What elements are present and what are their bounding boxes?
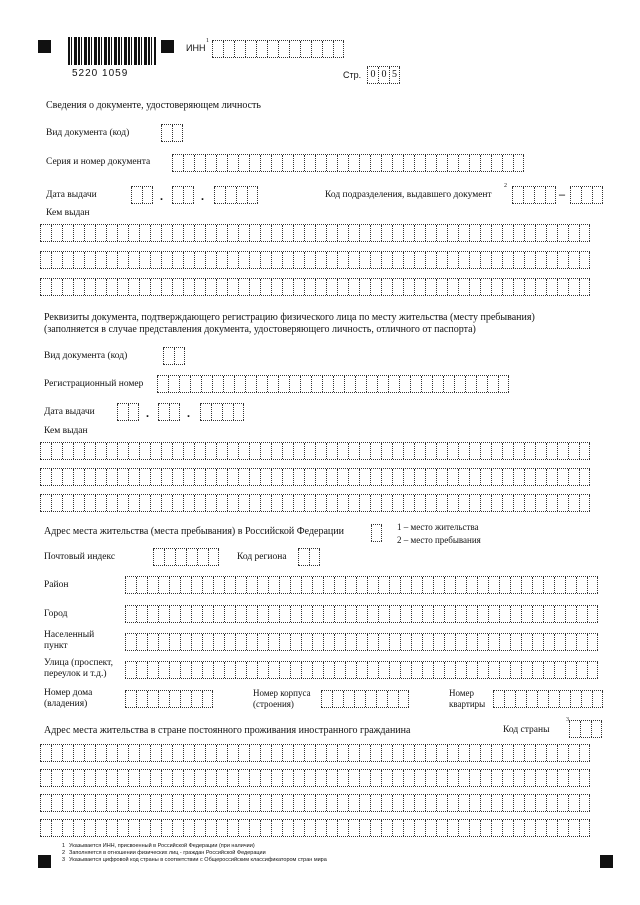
registration-section-subtitle: (заполняется в случае представления документа, удостоверяющего личность, отличного от паспорта) xyxy=(44,324,476,335)
reg-issue-day-field[interactable] xyxy=(117,403,139,421)
address-rf-title: Адрес места жительства (места пребывания) в Российской Федерации xyxy=(44,526,344,537)
registration-section-title: Реквизиты документа, подтверждающего регистрацию физического лица по месту жительства (месту пребывания) xyxy=(44,312,535,323)
apartment-number-field[interactable] xyxy=(493,690,603,708)
page-label: Стр. xyxy=(343,70,362,80)
footnote-3-number: 3 xyxy=(62,857,66,863)
date-separator: . xyxy=(187,406,190,420)
dept-code-footnote-ref: 2 xyxy=(504,183,507,189)
dept-code-label: Код подразделения, выдавшего документ xyxy=(325,190,492,200)
reg-number-field[interactable] xyxy=(157,375,509,393)
foreign-address-line-3[interactable] xyxy=(40,794,590,812)
id-issue-year-field[interactable] xyxy=(214,186,258,204)
street-field[interactable] xyxy=(125,661,598,679)
reg-issued-by-line-1[interactable] xyxy=(40,442,590,460)
reg-issued-by-label: Кем выдан xyxy=(44,426,88,436)
foreign-address-line-4[interactable] xyxy=(40,819,590,837)
reg-doc-type-field[interactable] xyxy=(163,347,185,365)
id-issued-by-line-3[interactable] xyxy=(40,278,590,296)
id-issue-date-label: Дата выдачи xyxy=(46,190,97,200)
apartment-number-label: Номер квартиры xyxy=(449,688,486,709)
postal-code-field[interactable] xyxy=(153,548,219,566)
id-issued-by-line-1[interactable] xyxy=(40,224,590,242)
foreign-address-line-2[interactable] xyxy=(40,769,590,787)
reg-issued-by-line-3[interactable] xyxy=(40,494,590,512)
house-number-label: Номер дома (владения) xyxy=(44,688,93,709)
id-issue-day-field[interactable] xyxy=(131,186,153,204)
address-type-option-1: 1 – место жительства xyxy=(397,522,479,532)
reg-issue-year-field[interactable] xyxy=(200,403,244,421)
foreign-address-line-1[interactable] xyxy=(40,744,590,762)
settlement-label: Населенный пункт xyxy=(44,630,95,651)
corner-marker-bottom-right xyxy=(600,855,613,868)
corner-marker-top-left xyxy=(38,40,51,53)
reg-issue-date-label: Дата выдачи xyxy=(44,407,95,417)
footnote-1-number: 1 xyxy=(62,843,66,849)
id-issued-by-label: Кем выдан xyxy=(46,208,90,218)
id-series-field[interactable] xyxy=(172,154,524,172)
house-number-field[interactable] xyxy=(125,690,213,708)
inn-footnote-ref: 1 xyxy=(206,38,209,44)
country-code-footnote-ref: 3 xyxy=(566,717,569,723)
date-separator: . xyxy=(146,406,149,420)
footnote-1-text: Указывается ИНН, присвоенный в Российской Федерации (при наличии) xyxy=(69,843,255,849)
address-type-field[interactable] xyxy=(371,524,382,542)
id-series-label: Серия и номер документа xyxy=(46,157,151,167)
inn-field[interactable] xyxy=(212,40,344,58)
id-doc-type-field[interactable] xyxy=(161,124,183,142)
region-code-field[interactable] xyxy=(298,548,320,566)
district-label: Район xyxy=(44,580,69,590)
dept-code-second-field[interactable] xyxy=(570,186,603,204)
settlement-field[interactable] xyxy=(125,633,598,651)
footnote-2-number: 2 xyxy=(62,850,66,856)
corner-marker-bottom-left xyxy=(38,855,51,868)
building-number-field[interactable] xyxy=(321,690,409,708)
postal-code-label: Почтовый индекс xyxy=(44,552,116,562)
district-field[interactable] xyxy=(125,576,598,594)
reg-number-label: Регистрационный номер xyxy=(44,379,144,389)
address-type-option-2: 2 – место пребывания xyxy=(397,535,481,545)
reg-doc-type-label: Вид документа (код) xyxy=(44,351,128,361)
identity-section-title: Сведения о документе, удостоверяющем личность xyxy=(46,100,261,111)
inn-label: ИНН xyxy=(186,43,206,53)
date-separator: . xyxy=(201,189,204,203)
city-field[interactable] xyxy=(125,605,598,623)
date-separator: . xyxy=(160,189,163,203)
reg-issue-month-field[interactable] xyxy=(158,403,180,421)
id-issue-month-field[interactable] xyxy=(172,186,194,204)
footnote-2-text: Заполняется в отношении физических лиц - граждан Российской Федерации xyxy=(69,850,266,856)
barcode xyxy=(68,37,156,65)
reg-issued-by-line-2[interactable] xyxy=(40,468,590,486)
dept-code-first-field[interactable] xyxy=(512,186,556,204)
foreign-address-title: Адрес места жительства в стране постоянного проживания иностранного гражданина xyxy=(44,725,411,736)
page-number-field: 0 0 5 xyxy=(367,66,400,84)
country-code-field[interactable] xyxy=(569,720,602,738)
corner-marker-top-right xyxy=(161,40,174,53)
id-doc-type-label: Вид документа (код) xyxy=(46,128,130,138)
footnote-3-text: Указывается цифровой код страны в соответствии с Общероссийским классификатором стран мира xyxy=(69,857,327,863)
dash-separator: – xyxy=(559,187,565,201)
city-label: Город xyxy=(44,609,68,619)
country-code-label: Код страны xyxy=(503,725,550,735)
building-number-label: Номер корпуса (строения) xyxy=(253,688,311,709)
barcode-number: 5220 1059 xyxy=(72,68,129,79)
id-issued-by-line-2[interactable] xyxy=(40,251,590,269)
region-code-label: Код региона xyxy=(237,552,287,562)
street-label: Улица (проспект, переулок и т.д.) xyxy=(44,658,113,679)
